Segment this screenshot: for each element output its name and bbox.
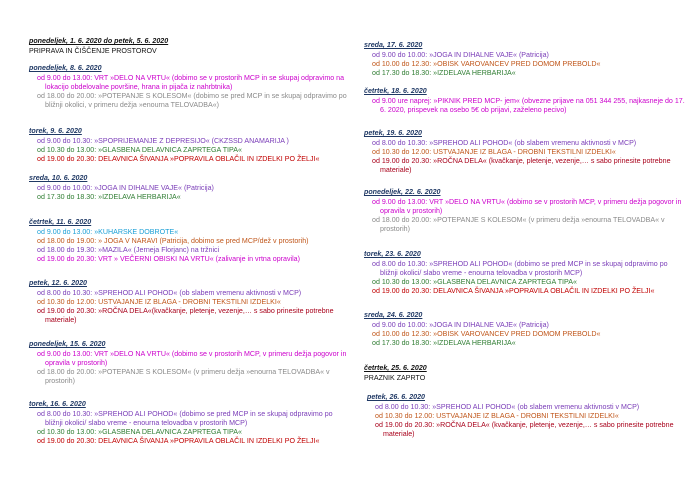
day-block	[29, 64, 351, 110]
day-heading: petek, 12. 6. 2020	[29, 279, 87, 287]
activity-line: od 19.00 do 20.30: »ROČNA DELA« (kvačkanje, pletenje, vezenje,… s sabo prinesite potrebne materiale)	[375, 421, 674, 438]
activity-line: od 19.00 do 20.30: DELAVNICA ŠIVANJA »POPRAVILA OBLAČIL IN IZDELKI PO ŽELJI«	[372, 287, 655, 295]
activity-line: od 9.00 do 13.00: VRT »DELO NA VRTU« (dobimo se v prostorih MCP, v primeru dežja pogovor in opravila v prostorih)	[372, 198, 682, 215]
day-heading: ponedeljek, 1. 6. 2020 do petek, 5. 6. 2020	[29, 37, 169, 45]
day-block	[29, 218, 351, 264]
activity-line: PRIPRAVA IN ČIŠČENJE PROSTOROV	[29, 47, 157, 55]
activity-line: od 10.00 do 12.30: »OBISK VAROVANCEV PRED DOMOM PREBOLD«	[372, 330, 601, 338]
day-heading: četrtek, 11. 6. 2020	[29, 218, 92, 226]
day-block	[29, 279, 351, 325]
activity-line: od 8.00 do 10.30: »SPREHOD ALI POHOD« (dobimo se pred MCP in se skupaj odpravimo po bližnji okolici/ slabo vreme - enourna telovadba v prostorih MCP)	[37, 410, 333, 427]
activity-line: od 10.30 do 12.00: USTVAJANJE IZ BLAGA - DROBNI TEKSTILNI IZDELKI«	[372, 148, 616, 156]
activity-line: od 8.00 do 10.30: »SPREHOD ALI POHOD« (ob slabem vremenu aktivnosti v MCP)	[375, 403, 640, 411]
activity-line: od 8.00 do 10.30: »SPREHOD ALI POHOD« (ob slabem vremenu aktivnosti v MCP)	[372, 139, 637, 147]
day-heading: sreda, 10. 6. 2020	[29, 174, 88, 182]
activity-line: od 9.00 do 10.00: »JOGA IN DIHALNE VAJE« (Patricija)	[372, 321, 549, 329]
day-block	[364, 364, 686, 383]
activity-line: od 9.00 do 13.00: »KUHARSKE DOBROTE«	[37, 228, 179, 236]
day-block	[364, 41, 686, 78]
activity-line: od 8.00 do 10.30: »SPREHOD ALI POHOD« (ob slabem vremenu aktivnosti v MCP)	[37, 289, 302, 297]
activity-line: od 9.00 ure naprej: »PIKNIK PRED MCP- jem« (obvezne prijave na 051 344 255, najkasneje do 17. 6. 2020, prispevek na osebo 5€ ob prijavi, zaželeno pecivo)	[372, 97, 685, 114]
activity-line: od 10.30 do 13.00: »GLASBENA DELAVNICA ZAPRTEGA TIPA«	[372, 278, 577, 286]
day-heading: sreda, 24. 6. 2020	[364, 311, 423, 319]
day-block	[29, 400, 351, 446]
activity-line: od 10.30 do 13.00: »GLASBENA DELAVNICA ZAPRTEGA TIPA«	[37, 428, 242, 436]
activity-line: od 19.00 do 20.30: »ROČNA DELA«(kvačkanje, pletenje, vezenje,… s sabo prinesite potrebne materiale)	[37, 307, 334, 324]
activity-line: od 10.00 do 12.30: »OBISK VAROVANCEV PRED DOMOM PREBOLD«	[372, 60, 601, 68]
activity-line: od 10.30 do 12.00: USTVAJANJE IZ BLAGA - DROBNI TEKSTILNI IZDELKI«	[375, 412, 619, 420]
day-heading: četrtek, 25. 6. 2020	[364, 364, 427, 372]
day-block	[29, 340, 351, 386]
day-heading: sreda, 17. 6. 2020	[364, 41, 423, 49]
day-block	[364, 129, 686, 175]
day-heading: torek, 23. 6. 2020	[364, 250, 421, 258]
activity-line: od 10.30 do 13.00: »GLASBENA DELAVNICA ZAPRTEGA TIPA«	[37, 146, 242, 154]
activity-line: od 9.00 do 10.00: »JOGA IN DIHALNE VAJE« (Patricija)	[37, 184, 214, 192]
activity-line: od 19.00 do 20.30: DELAVNICA ŠIVANJA »POPRAVILA OBLAČIL IN IZDELKI PO ŽELJI«	[37, 437, 320, 445]
activity-line: od 9.00 do 13.00: VRT »DELO NA VRTU« (dobimo se v prostorih MCP, v primeru dežja pogovor in opravila v prostorih)	[37, 350, 347, 367]
activity-line: od 17.30 do 18.30: »IZDELAVA HERBARIJA«	[37, 193, 181, 201]
activity-line: od 18.00 do 19.30: »MAZILA« (Jerneja Florjanc) na tržnici	[37, 246, 220, 254]
day-block	[364, 311, 686, 348]
activity-line: od 9.00 do 13.00: VRT »DELO NA VRTU« (dobimo se v prostorih MCP in se skupaj odpravimo na lokacijo obdelovalne površine, hrana in pijača iz nahrbtnika)	[37, 74, 345, 91]
day-block	[29, 174, 351, 202]
activity-line: od 18.00 do 19.00: » JOGA V NARAVI (Patricija, dobimo se pred MCP/dež v prostorih)	[37, 237, 309, 245]
day-heading: torek, 9. 6. 2020	[29, 127, 82, 135]
activity-line: od 19.00 do 20.30: »ROČNA DELA« (kvačkanje, pletenje, vezenje,… s sabo prinesite potrebne materiale)	[372, 157, 671, 174]
activity-line: od 8.00 do 10.30: »SPREHOD ALI POHOD« (dobimo se pred MCP in se skupaj odpravimo po bližnji okolici/ slabo vreme - enourna telovadba v prostorih MCP)	[372, 260, 668, 277]
activity-line: od 10.30 do 12.00: USTVAJANJE IZ BLAGA - DROBNI TEKSTILNI IZDELKI«	[37, 298, 281, 306]
day-heading: petek, 26. 6. 2020	[367, 393, 425, 401]
activity-line: od 18.00 do 20.00: »POTEPANJE S KOLESOM« (v primeru dežja »enourna TELOVADBA« v prostorih)	[37, 368, 330, 385]
day-block	[367, 393, 689, 439]
day-heading: petek, 19. 6. 2020	[364, 129, 422, 137]
activity-line: od 18.00 do 20.00: »POTEPANJE S KOLESOM« (dobimo se pred MCP in se skupaj odpravimo po bližnji okolici, v primeru dežja »enourna TELOVADBA«)	[37, 92, 347, 109]
day-block	[29, 127, 351, 164]
day-heading: ponedeljek, 22. 6. 2020	[364, 188, 441, 196]
day-block	[364, 250, 686, 296]
day-heading: torek, 16. 6. 2020	[29, 400, 86, 408]
activity-line: od 19.00 do 20.30: DELAVNICA ŠIVANJA »POPRAVILA OBLAČIL IN IZDELKI PO ŽELJI«	[37, 155, 320, 163]
day-heading: ponedeljek, 15. 6. 2020	[29, 340, 106, 348]
activity-line: od 17.30 do 18.30: »IZDELAVA HERBARIJA«	[372, 69, 516, 77]
day-heading: četrtek, 18. 6. 2020	[364, 87, 427, 95]
activity-line: od 9.00 do 10.00: »JOGA IN DIHALNE VAJE« (Patricija)	[372, 51, 549, 59]
activity-line: od 17.30 do 18.30: »IZDELAVA HERBARIJA«	[372, 339, 516, 347]
activity-line: PRAZNIK ZAPRTO	[364, 374, 426, 382]
activity-line: od 19.00 do 20.30: VRT » VEČERNI OBISKI NA VRTU« (zalivanje in vrtna opravila)	[37, 255, 300, 263]
day-block	[29, 37, 351, 56]
activity-line: od 9.00 do 10.30: »SPOPRIJEMANJE Z DEPRESIJO« (CKZSSD ANAMARIJA )	[37, 137, 289, 145]
day-block	[364, 188, 686, 234]
activity-line: od 18.00 do 20.00: »POTEPANJE S KOLESOM« (v primeru dežja »enourna TELOVADBA« v prostorih)	[372, 216, 665, 233]
day-block	[364, 87, 686, 115]
day-heading: ponedeljek, 8. 6. 2020	[29, 64, 102, 72]
